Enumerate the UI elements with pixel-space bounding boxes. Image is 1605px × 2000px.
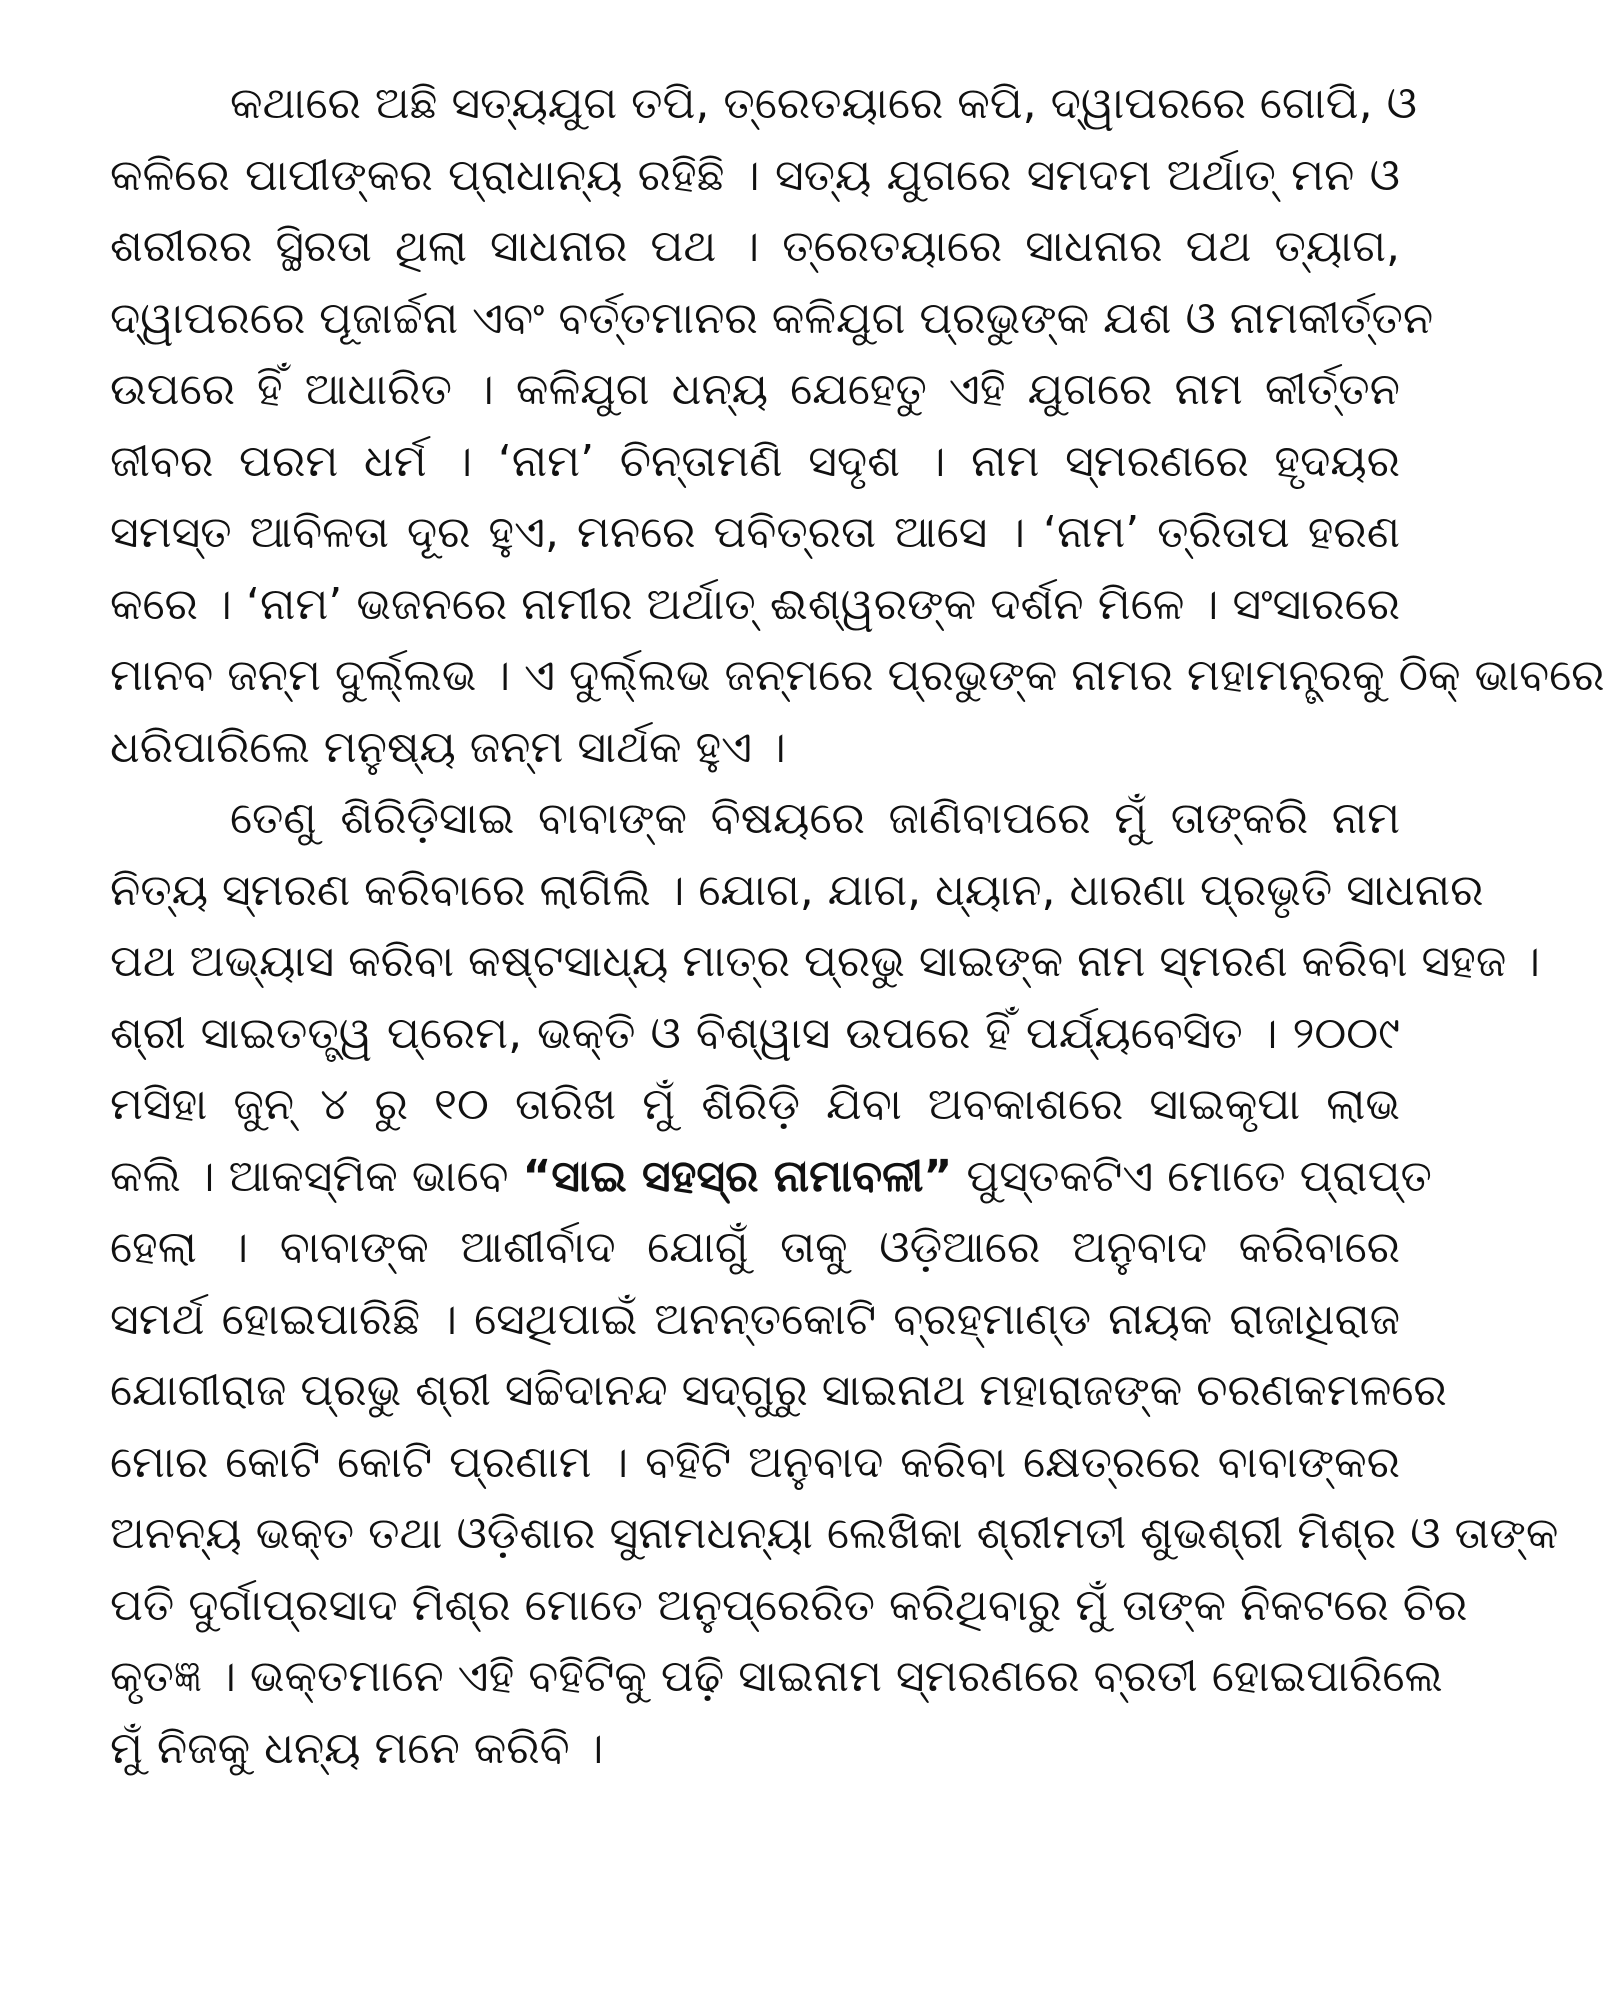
text-line: ପତି ଦୁର୍ଗାପ୍ରସାଦ ମିଶ୍ର ମୋତେ ଅନୁପ୍ରେରିତ କରିଥିବାରୁ ମୁଁ ତାଙ୍କ ନିକଟରେ ଚିର xyxy=(110,1579,1468,1631)
text-line: ମୁଁ ନିଜକୁ ଧନ୍ୟ ମନେ କରିବି । xyxy=(110,1722,604,1774)
text-line-with-book-title xyxy=(110,1141,1432,1213)
text-line: ସମର୍ଥ ହୋଇପାରିଛି । ସେଥିପାଇଁ ଅନନ୍ତକୋଟି ବ୍ରହ୍ମାଣ୍ଡ ନାୟକ ରାଜାଧିରାଜ xyxy=(110,1293,1400,1345)
text-line: ନିତ୍ୟ ସ୍ମରଣ କରିବାରେ ଲାଗିଲି । ଯୋଗ, ଯାଗ, ଧ୍ୟାନ, ଧାରଣା ପ୍ରଭୃତି ସାଧନାର xyxy=(110,864,1484,916)
text-line: ଶ୍ରୀ ସାଇତତ୍ତ୍ୱ ପ୍ରେମ, ଭକ୍ତି ଓ ବିଶ୍ୱାସ ଉପରେ ହିଁ ପର୍ଯ୍ୟବେସିତ । ୨୦୦୯ xyxy=(110,1007,1400,1059)
text-line: ଉପରେ ହିଁ ଆଧାରିତ । କଳିଯୁଗ ଧନ୍ୟ ଯେହେତୁ ଏହି ଯୁଗରେ ନାମ କୀର୍ତ୍ତନ xyxy=(110,364,1400,415)
text-line: ହେଲା । ବାବାଙ୍କ ଆଶୀର୍ବାଦ ଯୋଗୁଁ ତାକୁ ଓଡ଼ିଆରେ ଅନୁବାଦ କରିବାରେ xyxy=(110,1222,1400,1273)
text-line: ଯୋଗୀରାଜ ପ୍ରଭୁ ଶ୍ରୀ ସଚ୍ଚିଦାନନ୍ଦ ସଦ୍‌ଗୁରୁ ସାଇନାଥ ମହାରାଜଙ୍କ ଚରଣକମଳରେ xyxy=(110,1365,1447,1416)
text-line: ମସିହା ଜୁନ୍ ୪ ରୁ ୧୦ ତାରିଖ ମୁଁ ଶିରିଡ଼ି ଯିବା ଅବକାଶରେ ସାଇକୃପା ଲାଭ xyxy=(110,1079,1400,1130)
text-line: କଳିରେ ପାପୀଙ୍କର ପ୍ରାଧାନ୍ୟ ରହିଛି । ସତ୍ୟ ଯୁଗରେ ସମଦମ ଅର୍ଥାତ୍ ମନ ଓ xyxy=(110,149,1400,201)
line-text-before-title: କଲି । ଆକସ୍ମିକ ଭାବେ xyxy=(110,1150,523,1202)
paragraph-2 xyxy=(110,783,1559,1784)
text-line: ଶରୀରର ସ୍ଥିରତା ଥିଲା ସାଧନାର ପଥ । ତ୍ରେତୟାରେ ସାଧନାର ପଥ ତ୍ୟାଗ, xyxy=(110,221,1400,272)
text-line: ତେଣୁ ଶିରିଡ଼ିସାଇ ବାବାଙ୍କ ବିଷୟରେ ଜାଣିବାପରେ ମୁଁ ତାଙ୍କରି ନାମ xyxy=(230,793,1400,844)
text-line: ମୋର କୋଟି କୋଟି ପ୍ରଣାମ । ବହିଟି ଅନୁବାଦ କରିବା କ୍ଷେତ୍ରରେ ବାବାଙ୍କର xyxy=(110,1436,1400,1488)
text-line: ଦ୍ୱାପରରେ ପୂଜାର୍ଚ୍ଚନା ଏବଂ ବର୍ତ୍ତମାନର କଳିଯୁଗ ପ୍ରଭୁଙ୍କ ଯଶ ଓ ନାମକୀର୍ତ୍ତନ xyxy=(110,292,1434,344)
book-title: “ସାଇ ସହସ୍ର ନାମାବଳୀ” xyxy=(522,1150,953,1202)
text-line: ସମସ୍ତ ଆବିଳତା ଦୂର ହୁଏ, ମନରେ ପବିତ୍ରତା ଆସେ । ‘ନାମ’ ତ୍ରିତାପ ହରଣ xyxy=(110,507,1400,558)
text-line: କଥାରେ ଅଛି ସତ୍ୟଯୁଗ ତପି, ତ୍ରେତୟାରେ କପି, ଦ୍ୱାପରରେ ଗୋପି, ଓ xyxy=(230,78,1417,129)
text-line: କରେ । ‘ନାମ’ ଭଜନରେ ନାମୀର ଅର୍ଥାତ୍ ଈଶ୍ୱରଙ୍କ ଦର୍ଶନ ମିଳେ । ସଂସାରରେ xyxy=(110,578,1400,630)
text-line: କୃତଜ୍ଞ । ଭକ୍ତମାନେ ଏହି ବହିଟିକୁ ପଢ଼ି ସାଇନାମ ସ୍ମରଣରେ ବ୍ରତୀ ହୋଇପାରିଲେ xyxy=(110,1651,1443,1702)
line-text-after-title: ପୁସ୍ତକଟିଏ ମୋତେ ପ୍ରାପ୍ତ xyxy=(952,1150,1432,1202)
text-line: ପଥ ଅଭ୍ୟାସ କରିବା କଷ୍ଟସାଧ୍ୟ ମାତ୍ର ପ୍ରଭୁ ସାଇଙ୍କ ନାମ ସ୍ମରଣ କରିବା ସହଜ । xyxy=(110,936,1541,987)
text-line: ମାନବ ଜନ୍ମ ଦୁର୍ଲ୍ଲଭ । ଏ ଦୁର୍ଲ୍ଲଭ ଜନ୍ମରେ ପ୍ରଭୁଙ୍କ ନାମର ମହାମନ୍ତ୍ରକୁ ଠିକ୍ ଭାବରେ xyxy=(110,650,1605,701)
text-line: ଜୀବର ପରମ ଧର୍ମ । ‘ନାମ’ ଚିନ୍ତାମଣି ସଦୃଶ । ନାମ ସ୍ମରଣରେ ହୃଦୟର xyxy=(110,435,1400,487)
paragraph-1 xyxy=(110,68,1605,783)
text-line: ଧରିପାରିଲେ ମନୁଷ୍ୟ ଜନ୍ମ ସାର୍ଥକ ହୁଏ । xyxy=(110,721,786,773)
document-page xyxy=(110,68,1605,1784)
text-line: ଅନନ୍ୟ ଭକ୍ତ ତଥା ଓଡ଼ିଶାର ସୁନାମଧନ୍ୟା ଲେଖିକା ଶ୍ରୀମତୀ ଶୁଭଶ୍ରୀ ମିଶ୍ର ଓ ତାଙ୍କ xyxy=(110,1508,1559,1559)
